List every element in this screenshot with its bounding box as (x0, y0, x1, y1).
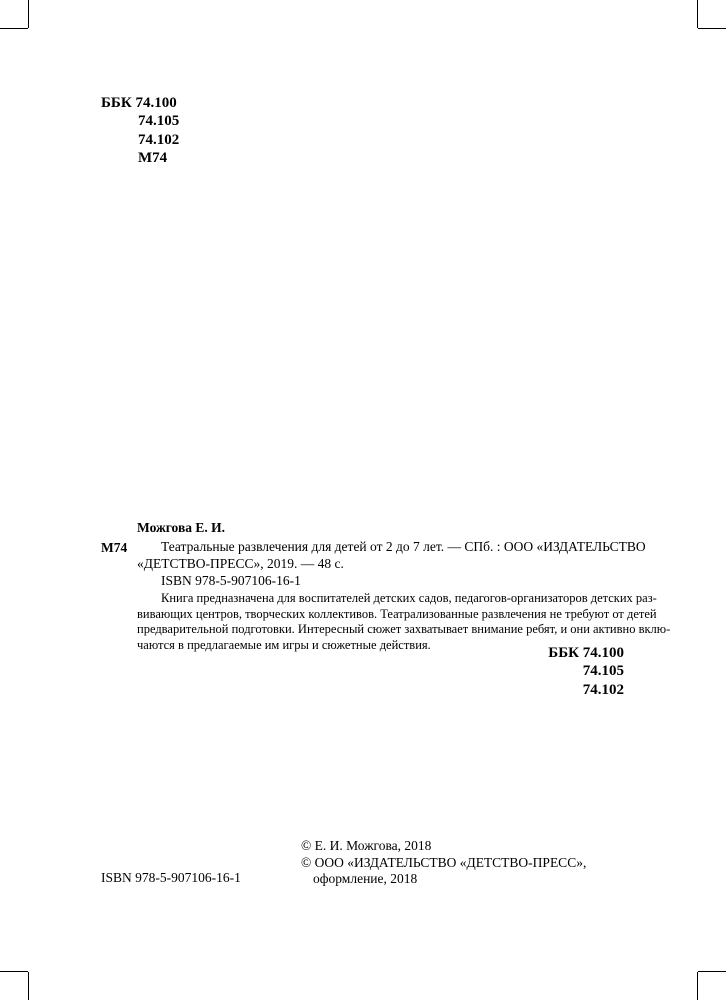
copyright-line: оформление, 2018 (313, 871, 418, 886)
bbk-top-block (101, 94, 179, 168)
copyright-line: © ООО «ИЗДАТЕЛЬСТВО «ДЕТСТВО-ПРЕСС», (301, 854, 587, 870)
bbk-top-line: 74.105 (138, 113, 180, 130)
crop-mark-top-right (697, 0, 698, 28)
bibliographic-description (137, 539, 646, 572)
bbk-right-line: ББК 74.100 (548, 645, 624, 661)
index-code: М74 (101, 540, 128, 555)
annotation-line: Книга предназначена для воспитателей детских садов, педагогов-организаторов детских раз- (161, 591, 657, 605)
copyright-block (301, 838, 586, 888)
isbn-line: ISBN 978-5-907106-16-1 (161, 573, 301, 588)
bbk-right-line: 74.102 (582, 681, 624, 698)
annotation-line: предварительной подготовки. Интересный сюжет захватывает внимание ребят, и они активно вклю- (137, 622, 671, 637)
annotation-line: чаются в предлагаемые им игры и сюжетные действия. (137, 637, 431, 652)
crop-mark-left-top (0, 28, 28, 29)
bbk-right-line: 74.105 (582, 663, 624, 680)
crop-mark-top-left (28, 0, 29, 28)
copyright-line: © Е. И. Можгова, 2018 (301, 838, 432, 853)
crop-mark-left-bottom (0, 971, 28, 972)
title-line: «ДЕТСТВО-ПРЕСС», 2019. — 48 с. (137, 555, 344, 571)
title-line: Театральные развлечения для детей от 2 до 7 лет. — СПб. : ООО «ИЗДАТЕЛЬСТВО (161, 539, 646, 554)
bbk-top-line: ББК 74.100 (101, 95, 177, 111)
bbk-right-block (548, 644, 624, 699)
crop-mark-bottom-right (697, 972, 698, 1000)
crop-mark-right-bottom (698, 971, 726, 972)
crop-mark-right-top (698, 28, 726, 29)
isbn-bottom: ISBN 978-5-907106-16-1 (101, 870, 241, 885)
bbk-top-line: 74.102 (138, 131, 180, 148)
crop-mark-bottom-left (28, 972, 29, 1000)
author-name: Можгова Е. И. (137, 520, 226, 535)
annotation-line: вивающих центров, творческих коллективов. Театрализованные развлечения не требуют от детей (137, 606, 657, 621)
bbk-top-line: М74 (138, 150, 168, 167)
